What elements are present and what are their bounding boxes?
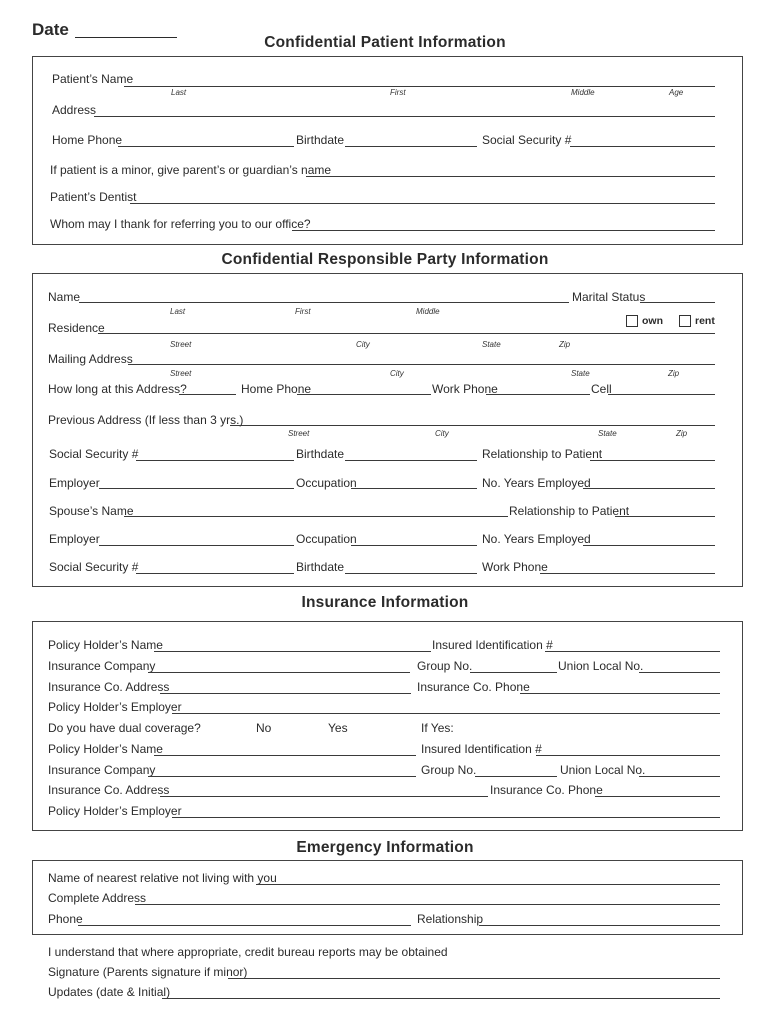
patient-address-field[interactable] <box>94 116 715 117</box>
patient-dentist-label: Patient’s Dentist <box>50 190 137 204</box>
rent-label: rent <box>695 315 715 327</box>
secondary-address-field[interactable] <box>160 796 488 797</box>
responsible-name-sub-first: First <box>295 307 311 316</box>
insurance-phone-field[interactable] <box>520 693 720 694</box>
dual-coverage-yes[interactable]: Yes <box>328 721 348 735</box>
updates-field[interactable] <box>162 998 720 999</box>
previous-address-label: Previous Address (If less than 3 yrs.) <box>48 413 244 427</box>
secondary-holder-name-label: Policy Holder’s Name <box>48 742 163 756</box>
mailing-sub-zip: Zip <box>668 369 680 378</box>
cell-label: Cell <box>591 382 612 396</box>
occupation-field[interactable] <box>351 488 477 489</box>
spouse-work-phone-label: Work Phone <box>482 560 548 574</box>
spouse-employer-field[interactable] <box>99 545 294 546</box>
patient-home-phone-label: Home Phone <box>52 133 123 147</box>
insurance-section-title: Insurance Information <box>301 594 469 611</box>
insured-id-label: Insured Identification # <box>432 638 553 652</box>
mailing-sub-city: City <box>390 369 404 378</box>
residence-sub-street: Street <box>170 340 192 349</box>
relative-name-field[interactable] <box>256 884 720 885</box>
policy-holder-employer-field[interactable] <box>172 713 720 714</box>
secondary-insured-id-label: Insured Identification # <box>421 742 542 756</box>
updates-label: Updates (date & Initial) <box>48 985 171 999</box>
complete-address-label: Complete Address <box>48 891 147 905</box>
previous-sub-street: Street <box>288 429 310 438</box>
patient-name-label: Patient’s Name <box>52 72 134 86</box>
insurance-address-label: Insurance Co. Address <box>48 680 170 694</box>
patient-guardian-field[interactable] <box>306 176 715 177</box>
cell-field[interactable] <box>608 394 715 395</box>
patient-birthdate-field[interactable] <box>345 146 477 147</box>
residence-field[interactable] <box>98 333 715 334</box>
spouse-years-employed-field[interactable] <box>583 545 715 546</box>
secondary-employer-label: Policy Holder’s Employer <box>48 804 182 818</box>
responsible-name-sub-last: Last <box>170 307 186 316</box>
if-yes-label: If Yes: <box>421 721 454 735</box>
mailing-sub-state: State <box>571 369 590 378</box>
how-long-label: How long at this Address? <box>48 382 187 396</box>
patient-dentist-field[interactable] <box>130 203 715 204</box>
secondary-address-label: Insurance Co. Address <box>48 783 170 797</box>
secondary-union-local-label: Union Local No. <box>560 763 646 777</box>
secondary-phone-label: Insurance Co. Phone <box>490 783 603 797</box>
insurance-address-field[interactable] <box>160 693 411 694</box>
secondary-union-local-field[interactable] <box>639 776 720 777</box>
patient-name-field[interactable] <box>124 86 715 87</box>
patient-referral-label: Whom may I thank for referring you to our office? <box>50 217 311 231</box>
responsible-home-phone-field[interactable] <box>297 394 431 395</box>
insurance-company-field[interactable] <box>148 672 410 673</box>
patient-name-sub-last: Last <box>171 88 187 97</box>
responsible-relationship-field[interactable] <box>590 460 715 461</box>
responsible-birthdate-label: Birthdate <box>296 447 345 461</box>
secondary-group-no-label: Group No. <box>421 763 477 777</box>
residence-sub-zip: Zip <box>559 340 571 349</box>
consent-text: I understand that where appropriate, credit bureau reports may be obtained <box>48 945 448 959</box>
insurance-phone-label: Insurance Co. Phone <box>417 680 530 694</box>
secondary-phone-field[interactable] <box>595 796 720 797</box>
responsible-name-label: Name <box>48 290 81 304</box>
emergency-phone-field[interactable] <box>78 925 411 926</box>
residence-sub-state: State <box>482 340 501 349</box>
responsible-work-phone-field[interactable] <box>486 394 590 395</box>
signature-label: Signature (Parents signature if minor) <box>48 965 248 979</box>
patient-name-sub-age: Age <box>669 88 684 97</box>
spouse-ssn-field[interactable] <box>136 573 294 574</box>
patient-section-title: Confidential Patient Information <box>264 34 506 51</box>
patient-home-phone-field[interactable] <box>118 146 294 147</box>
responsible-ssn-field[interactable] <box>136 460 294 461</box>
emergency-relationship-field[interactable] <box>479 925 720 926</box>
responsible-relationship-label: Relationship to Patient <box>482 447 603 461</box>
previous-sub-zip: Zip <box>676 429 688 438</box>
insured-id-field[interactable] <box>545 651 720 652</box>
spouse-relationship-field[interactable] <box>615 516 715 517</box>
own-checkbox[interactable] <box>626 315 638 327</box>
union-local-field[interactable] <box>639 672 720 673</box>
previous-address-field[interactable] <box>230 425 715 426</box>
marital-status-label: Marital Status <box>572 290 646 304</box>
residence-sub-city: City <box>356 340 370 349</box>
patient-birthdate-label: Birthdate <box>296 133 345 147</box>
spouse-name-field[interactable] <box>124 516 508 517</box>
relative-name-label: Name of nearest relative not living with you <box>48 871 277 885</box>
responsible-name-sub-middle: Middle <box>416 307 440 316</box>
patient-referral-field[interactable] <box>292 230 715 231</box>
spouse-birthdate-label: Birthdate <box>296 560 345 574</box>
years-employed-field[interactable] <box>583 488 715 489</box>
responsible-birthdate-field[interactable] <box>345 460 477 461</box>
insurance-company-label: Insurance Company <box>48 659 156 673</box>
spouse-occupation-label: Occupation <box>296 532 357 546</box>
responsible-name-field[interactable] <box>79 302 569 303</box>
employer-field[interactable] <box>99 488 294 489</box>
emergency-phone-label: Phone <box>48 912 83 926</box>
marital-status-field[interactable] <box>640 302 715 303</box>
spouse-years-employed-label: No. Years Employed <box>482 532 591 546</box>
secondary-company-field[interactable] <box>148 776 416 777</box>
group-no-label: Group No. <box>417 659 473 673</box>
patient-minor-label: If patient is a minor, give parent’s or guardian’s name <box>50 163 332 177</box>
spouse-employer-label: Employer <box>49 532 100 546</box>
spouse-ssn-label: Social Security # <box>49 560 139 574</box>
policy-holder-name-field[interactable] <box>154 651 431 652</box>
policy-holder-name-label: Policy Holder’s Name <box>48 638 163 652</box>
group-no-field[interactable] <box>470 672 557 673</box>
patient-address-label: Address <box>52 103 97 117</box>
emergency-section-title: Emergency Information <box>296 839 474 856</box>
spouse-name-label: Spouse’s Name <box>49 504 134 518</box>
spouse-work-phone-field[interactable] <box>540 573 715 574</box>
residence-label: Residence <box>48 321 105 335</box>
secondary-group-no-field[interactable] <box>475 776 557 777</box>
mailing-address-field[interactable] <box>128 364 715 365</box>
signature-field[interactable] <box>228 978 720 979</box>
mailing-address-label: Mailing Address <box>48 352 133 366</box>
complete-address-field[interactable] <box>135 904 720 905</box>
responsible-home-phone-label: Home Phone <box>241 382 312 396</box>
spouse-birthdate-field[interactable] <box>345 573 477 574</box>
date-label: Date <box>32 20 69 39</box>
employer-label: Employer <box>49 476 100 490</box>
responsible-work-phone-label: Work Phone <box>432 382 498 396</box>
patient-ssn-label: Social Security # <box>482 133 572 147</box>
rent-checkbox[interactable] <box>679 315 691 327</box>
dual-coverage-label: Do you have dual coverage? <box>48 721 201 735</box>
previous-sub-city: City <box>435 429 449 438</box>
patient-name-sub-first: First <box>390 88 406 97</box>
emergency-relationship-label: Relationship <box>417 912 484 926</box>
how-long-field[interactable] <box>179 394 236 395</box>
secondary-holder-name-field[interactable] <box>154 755 416 756</box>
own-label: own <box>642 315 663 327</box>
secondary-company-label: Insurance Company <box>48 763 156 777</box>
policy-holder-employer-label: Policy Holder’s Employer <box>48 700 182 714</box>
previous-sub-state: State <box>598 429 617 438</box>
patient-name-sub-middle: Middle <box>571 88 595 97</box>
patient-ssn-field[interactable] <box>570 146 715 147</box>
union-local-label: Union Local No. <box>558 659 644 673</box>
mailing-sub-street: Street <box>170 369 192 378</box>
years-employed-label: No. Years Employed <box>482 476 591 490</box>
spouse-relationship-label: Relationship to Patient <box>509 504 630 518</box>
secondary-insured-id-field[interactable] <box>536 755 720 756</box>
occupation-label: Occupation <box>296 476 357 490</box>
dual-coverage-no[interactable]: No <box>256 721 272 735</box>
responsible-ssn-label: Social Security # <box>49 447 139 461</box>
spouse-occupation-field[interactable] <box>351 545 477 546</box>
responsible-section-title: Confidential Responsible Party Information <box>221 251 549 268</box>
secondary-employer-field[interactable] <box>172 817 720 818</box>
